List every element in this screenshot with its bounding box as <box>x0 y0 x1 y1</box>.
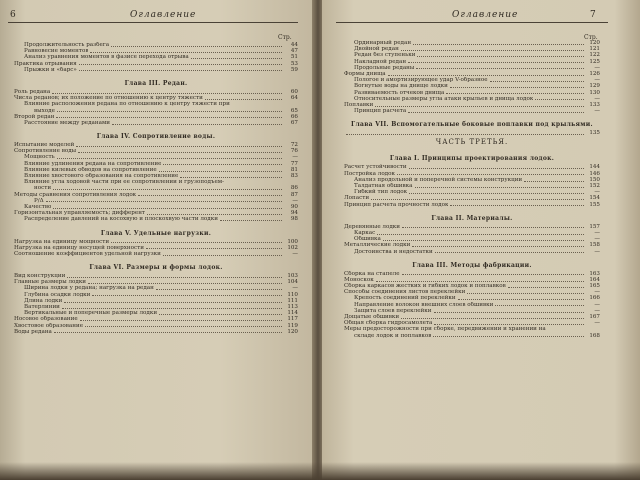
entry-page: — <box>292 197 298 204</box>
entry-page: 133 <box>589 101 600 108</box>
entry-page: 113 <box>287 304 298 310</box>
entry-title: ности <box>34 185 52 192</box>
entry-page: 158 <box>589 242 600 249</box>
entry-page: 144 <box>589 164 600 171</box>
entry-title: Продольные реданы <box>354 64 415 71</box>
dot-leader <box>377 230 584 235</box>
entry-title: Постройка лодок <box>344 170 395 177</box>
entry-title: Влияние расположения редана по отношению к центру тяжести при <box>24 101 230 108</box>
entry-title: Анализ уравнения моментов в фазисе перехода отрыва <box>24 54 189 61</box>
entry-title: Расчет устойчивости <box>344 164 407 171</box>
entry-title: Влияние килевых обводов на сопротивление <box>24 166 157 173</box>
entry-page: — <box>594 95 600 102</box>
dot-leader <box>79 67 282 72</box>
entry-page: 154 <box>589 195 600 202</box>
entry-page: 67 <box>290 119 298 126</box>
entry-title: Ватерлинии <box>24 304 60 310</box>
dot-leader <box>57 108 282 113</box>
dot-leader <box>220 216 282 221</box>
entry-title: Гибкий тип лодок <box>354 189 408 196</box>
page-number: 7 <box>590 10 596 20</box>
entry-title: Крепость соединений переклейки <box>354 295 456 302</box>
dot-leader <box>57 154 282 159</box>
entry-page: 87 <box>290 191 298 198</box>
entry-title: Вертикальные и поперечные размеры лодки <box>24 310 158 317</box>
dot-leader <box>180 173 282 178</box>
entry-page: 94 <box>290 210 298 217</box>
entry-page: 168 <box>589 332 600 339</box>
part-title: ЧАСТЬ ТРЕТЬЯ. <box>435 138 509 147</box>
dot-leader <box>346 130 584 135</box>
entry-page: 83 <box>290 173 298 179</box>
entry-page: 44 <box>290 42 298 48</box>
entry-page: 125 <box>589 58 600 65</box>
dot-leader <box>409 164 584 169</box>
entry-page: 130 <box>589 89 600 96</box>
entry-title: Талдатная обшивка <box>354 183 413 189</box>
dot-leader <box>159 167 282 172</box>
right-page <box>322 0 640 480</box>
entry-page: 121 <box>589 46 600 53</box>
entry-title: Меры предосторожности при сборке, передвижении и хранении на <box>344 326 546 333</box>
dot-leader <box>92 292 282 297</box>
entry-title: Ширина лодки у редана; нагрузка на редан <box>24 285 154 292</box>
entry-page: 90 <box>290 203 298 210</box>
table-of-contents <box>14 42 298 335</box>
entry-title: Хвостовое образование <box>14 322 84 329</box>
chapter-heading: Глава III. Редан. <box>124 79 188 87</box>
entry-page: — <box>594 108 600 115</box>
running-title: Оглавление <box>130 10 197 20</box>
entry-page: 102 <box>287 244 298 251</box>
entry-title: Прыжки и «барс» <box>24 66 77 73</box>
header-rule <box>8 22 298 23</box>
entry-title: Практика отрывания <box>14 60 77 67</box>
entry-page: 77 <box>290 160 298 167</box>
entry-page: 104 <box>287 279 298 286</box>
entry-title: Способы соединения листов переклейки <box>344 289 466 296</box>
entry-page: 53 <box>290 60 298 67</box>
dot-leader <box>508 283 584 288</box>
entry-title: Направление волокон внешних слоев обшивки <box>354 301 494 308</box>
entry-title: Расстояние между реданами <box>24 119 111 126</box>
chapter-heading: Глава V. Удельные нагрузки. <box>100 229 212 237</box>
entry-title: Поплавки <box>344 101 374 108</box>
dot-leader <box>78 148 282 153</box>
entry-title: Глубина осадки лодки <box>24 291 91 298</box>
dot-leader <box>409 189 584 194</box>
entry-page: — <box>594 307 600 314</box>
entry-title: Воды редана <box>14 328 52 335</box>
dot-leader <box>67 273 282 278</box>
entry-title: Нагрузка на единицу несущей поверхности <box>14 244 144 251</box>
entry-page: 51 <box>290 54 298 61</box>
entry-page: 155 <box>589 201 600 208</box>
dot-leader <box>53 204 282 209</box>
dot-leader <box>397 171 584 176</box>
entry-page: 166 <box>589 295 600 302</box>
entry-title: Числа реданов; их положение по отношению к центру тяжести <box>14 95 203 102</box>
chapter-heading: Глава VII. Вспомогательные боковые поплавки под крыльями. <box>351 121 593 129</box>
entry-title: Деревянные лодки <box>344 223 401 230</box>
entry-page: 120 <box>589 40 600 46</box>
dot-leader <box>467 289 584 294</box>
entry-page: — <box>594 77 600 84</box>
dot-leader <box>156 285 282 290</box>
dot-leader <box>415 183 584 188</box>
dot-leader <box>434 308 585 313</box>
entry-page: 129 <box>589 83 600 90</box>
dot-leader <box>56 114 282 119</box>
entry-page: 163 <box>589 270 600 277</box>
entry-title: Металлические лодки <box>344 242 411 249</box>
dot-leader <box>90 48 282 53</box>
entry-title: складе лодок и поплавков <box>354 332 432 339</box>
dot-leader <box>376 277 584 282</box>
dot-leader <box>163 251 282 256</box>
entry-title: Развиваемость отчеков днища <box>354 89 445 96</box>
entry-title: Р/Δ <box>34 197 44 204</box>
dot-leader <box>458 295 584 300</box>
dot-leader <box>205 95 282 100</box>
entry-page: 76 <box>290 148 298 155</box>
entry-page: 111 <box>287 297 298 304</box>
dot-leader <box>111 42 282 47</box>
entry-page: — <box>594 229 600 236</box>
dot-leader <box>434 320 584 325</box>
dot-leader <box>375 102 584 107</box>
entry-title: Методы сравнения сопротивления лодок <box>14 191 137 198</box>
entry-title: Общая сборка гидросамолета <box>344 320 433 327</box>
entry-title: Формы днища <box>344 70 386 77</box>
page-column-label: Стр. <box>278 34 292 41</box>
entry-page: 135 <box>589 130 600 137</box>
entry-page: 152 <box>589 183 600 189</box>
entry-page: 60 <box>290 88 298 95</box>
dot-leader <box>53 185 282 190</box>
entry-page: 165 <box>589 283 600 290</box>
entry-title: Пологое и амортизирующее удар V-образное <box>354 77 488 84</box>
dot-leader <box>371 195 584 200</box>
entry-title: Принцип расчета прочности лодок <box>344 201 449 208</box>
entry-title: Роль редана <box>14 88 51 95</box>
dot-leader <box>163 161 282 166</box>
dot-leader <box>416 65 584 70</box>
chapter-heading: Глава VI. Размеры и формы лодок. <box>89 264 223 272</box>
entry-title: Каркас <box>354 229 376 236</box>
entry-title: Двойной редан <box>354 46 399 53</box>
entry-page: — <box>292 250 298 257</box>
entry-page: — <box>594 189 600 196</box>
dot-leader <box>524 177 584 182</box>
entry-page: 167 <box>589 314 600 320</box>
entry-title: Редан без ступеньки <box>354 52 416 59</box>
dot-leader <box>408 108 584 113</box>
entry-title: Влияние угла ходовой части при ее сопротивлении и грузоподъем- <box>24 179 225 186</box>
entry-title: Ординарный редан <box>354 40 412 46</box>
entry-page: 122 <box>589 52 600 59</box>
dot-leader <box>112 120 282 125</box>
entry-page: 164 <box>589 276 600 283</box>
dot-leader <box>402 224 584 229</box>
toc-entry <box>344 333 600 339</box>
dot-leader <box>80 316 282 321</box>
dot-leader <box>159 310 282 315</box>
entry-title: Продолжительность разбега <box>24 42 110 48</box>
entry-page: 86 <box>290 185 298 192</box>
dot-leader <box>138 192 282 197</box>
entry-page: 65 <box>290 107 298 114</box>
entry-title: Вогнутые воды на днище лодки <box>354 83 448 90</box>
entry-page: — <box>292 154 298 161</box>
entry-page: 103 <box>287 273 298 280</box>
entry-title: Достоинства и недостатки <box>354 248 433 255</box>
dot-leader <box>417 52 584 57</box>
entry-title: Нагрузка на единицу мощности <box>14 238 110 245</box>
entry-page: 47 <box>290 48 298 55</box>
entry-title: Вид конструкции <box>14 273 66 280</box>
entry-title: Длина лодки <box>24 297 63 304</box>
dot-leader <box>54 329 282 334</box>
entry-title: Дощатые обшивки <box>344 314 400 320</box>
entry-page: 100 <box>287 238 298 245</box>
entry-page: 66 <box>290 113 298 120</box>
dot-leader <box>146 245 282 250</box>
dot-leader <box>413 40 584 45</box>
entry-page: 120 <box>287 328 298 335</box>
dot-leader <box>408 59 584 64</box>
dot-leader <box>401 314 584 319</box>
entry-page: 117 <box>287 316 298 323</box>
entry-page: — <box>594 320 600 327</box>
dot-leader <box>147 210 282 215</box>
toc-entry <box>14 329 298 335</box>
dot-leader <box>52 89 282 94</box>
entry-page: — <box>292 285 298 292</box>
page-column-label: Стр. <box>584 34 598 41</box>
dot-leader <box>490 77 584 82</box>
entry-title: Обшивка <box>354 236 381 243</box>
dot-leader <box>64 298 282 303</box>
dot-leader <box>412 242 584 247</box>
entry-title: Второй редан <box>14 113 55 120</box>
dot-leader <box>433 333 584 338</box>
entry-title: Сборка на стапеле <box>344 270 400 277</box>
entry-page: 64 <box>290 95 298 102</box>
entry-title: Носовое образование <box>14 316 78 323</box>
entry-title: Испытание моделей <box>14 142 75 149</box>
chapter-heading: Глава III. Методы фабрикации. <box>412 261 532 269</box>
dot-leader <box>402 271 584 276</box>
dot-leader <box>535 96 584 101</box>
entry-page: 119 <box>287 322 298 329</box>
entry-title: Анализ продольной и поперечной системы конструкции <box>354 176 523 183</box>
dot-leader <box>495 302 584 307</box>
entry-page: 146 <box>589 170 600 177</box>
entry-title: Влияние удлинения редана на сопротивление <box>24 160 162 167</box>
entry-page: 157 <box>589 223 600 230</box>
entry-title: Сборка каркасов жестких и гибких лодок и поплавков <box>344 283 506 290</box>
dot-leader <box>79 61 282 66</box>
page-number: 6 <box>10 10 16 20</box>
entry-page: 81 <box>290 166 298 173</box>
entry-page: 98 <box>290 216 298 223</box>
dot-leader <box>401 46 584 51</box>
entry-title: выходе <box>34 107 55 114</box>
dot-leader <box>85 323 282 328</box>
entry-title: Распределение давлений на косохвую и плоскохвую части лодки <box>24 216 218 223</box>
entry-title: Мощность <box>24 154 55 161</box>
entry-title: Принцип расчета <box>354 108 407 115</box>
entry-page: 126 <box>589 70 600 77</box>
entry-title: Главные размеры лодки <box>14 279 87 286</box>
chapter-heading: Глава IV. Сопротивление воды. <box>96 133 216 141</box>
dot-leader <box>191 54 282 59</box>
dot-leader <box>46 198 282 203</box>
header-rule <box>336 22 608 23</box>
entry-page: — <box>594 301 600 308</box>
dot-leader <box>450 83 584 88</box>
chapter-heading: Глава II. Материалы. <box>431 214 513 222</box>
entry-page: — <box>594 289 600 296</box>
entry-title: Горизонтальная управляемость; дифферент <box>14 210 146 217</box>
chapter-heading: Глава I. Принципы проектирования лодок. <box>389 155 555 163</box>
dot-leader <box>446 90 584 95</box>
entry-page: — <box>594 248 600 255</box>
dot-leader <box>388 71 584 76</box>
entry-title: Накладной редан <box>354 58 407 65</box>
dot-leader <box>76 142 282 147</box>
dot-leader <box>62 304 282 309</box>
entry-title: Влияние хвостового образования на сопротивление <box>24 173 179 179</box>
entry-page: 59 <box>290 66 298 73</box>
entry-title: Сопротивление воды <box>14 148 77 155</box>
left-page <box>0 0 314 480</box>
entry-page: 72 <box>290 142 298 149</box>
entry-title: Качество <box>24 203 52 210</box>
entry-title: Лопасти <box>344 195 370 202</box>
dot-leader <box>450 202 584 207</box>
dot-leader <box>383 236 584 241</box>
entry-title: Равновесие моментов <box>24 48 89 55</box>
entry-title: Моноскок <box>344 276 374 283</box>
dot-leader <box>88 279 282 284</box>
entry-page: 150 <box>589 176 600 183</box>
dot-leader <box>435 249 584 254</box>
running-title: Оглавление <box>452 10 519 20</box>
entry-title: Защита слоев переклейки <box>354 307 432 314</box>
entry-page: 110 <box>287 291 298 298</box>
table-of-contents <box>344 40 600 339</box>
entry-title: Относительные размеры угла атаки крыльев и днища лодок <box>354 95 534 102</box>
dot-leader <box>111 239 282 244</box>
entry-title: Соотношение коэффициентов удельной нагрузки <box>14 250 161 257</box>
entry-page: — <box>594 64 600 71</box>
entry-page: — <box>594 236 600 243</box>
entry-page: 114 <box>287 310 298 317</box>
page-bottom-shadow <box>0 462 640 480</box>
